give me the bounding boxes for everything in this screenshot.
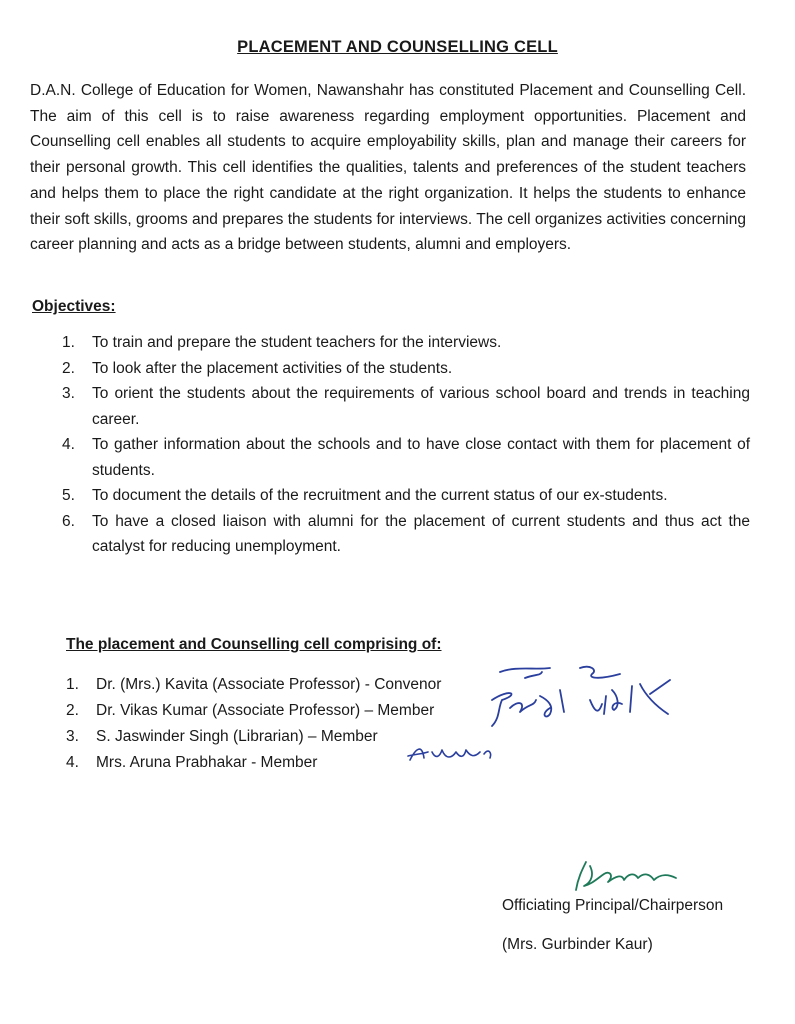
members-heading: The placement and Counselling cell comprising of: (66, 636, 442, 653)
list-item (62, 432, 750, 483)
list-item (66, 724, 496, 750)
list-item-text: To gather information about the schools and to have close contact with them for placement of students. (92, 436, 750, 479)
list-item-text: To document the details of the recruitment and the current status of our ex-students. (92, 487, 668, 504)
member-signatures (480, 660, 690, 770)
list-number: 3. (66, 728, 79, 745)
list-number: 2. (66, 702, 79, 719)
list-item-text: To orient the students about the requirements of various school board and trends in teaching career. (92, 385, 750, 428)
intro-paragraph: D.A.N. College of Education for Women, Nawanshahr has constituted Placement and Counselling Cell. The aim of this cell is to raise awareness regarding employment opportunities. Placement and Counselling cell enables all students to acquire employability skills, plan and manage their careers for their personal growth. This cell identifies the qualities, talents and preferences of the student teachers and helps them to place the right candidate at the right organization. It helps the students to enhance their soft skills, grooms and prepares the students for interviews. The cell organizes activities concerning career planning and acts as a bridge between students, alumni and employers. (30, 82, 746, 254)
list-item (62, 509, 750, 560)
list-item (62, 381, 750, 432)
list-item (62, 330, 750, 356)
list-number: 1. (62, 334, 75, 351)
list-item-text: Mrs. Aruna Prabhakar - Member (96, 754, 318, 771)
members-list (66, 672, 496, 776)
list-number: 6. (62, 512, 75, 530)
list-item-text: To have a closed liaison with alumni for the placement of current students and thus act the catalyst for reducing unemployment. (92, 512, 750, 555)
list-number: 3. (62, 385, 75, 402)
list-number: 4. (66, 754, 79, 771)
objectives-heading: Objectives: (32, 298, 116, 315)
list-item-text: To look after the placement activities of the students. (92, 359, 453, 377)
principal-signature (568, 856, 688, 896)
list-item (62, 356, 750, 382)
signatory-title: Officiating Principal/Chairperson (502, 897, 724, 914)
page-title: PLACEMENT AND COUNSELLING CELL (237, 38, 558, 56)
list-item (66, 698, 496, 724)
list-number: 4. (62, 436, 75, 453)
list-number: 1. (66, 676, 79, 693)
list-item (66, 672, 496, 698)
list-item (66, 750, 496, 776)
list-item-text: S. Jaswinder Singh (Librarian) – Member (96, 728, 378, 745)
list-item (62, 483, 750, 509)
list-item-text: Dr. Vikas Kumar (Associate Professor) – Member (96, 702, 435, 719)
list-item-text: To train and prepare the student teachers for the interviews. (92, 334, 502, 351)
list-number: 2. (62, 359, 75, 377)
list-number: 5. (62, 487, 75, 504)
list-item-text: Dr. (Mrs.) Kavita (Associate Professor) - Convenor (96, 676, 442, 693)
signatory-name: (Mrs. Gurbinder Kaur) (502, 936, 653, 953)
objectives-list (62, 330, 750, 560)
